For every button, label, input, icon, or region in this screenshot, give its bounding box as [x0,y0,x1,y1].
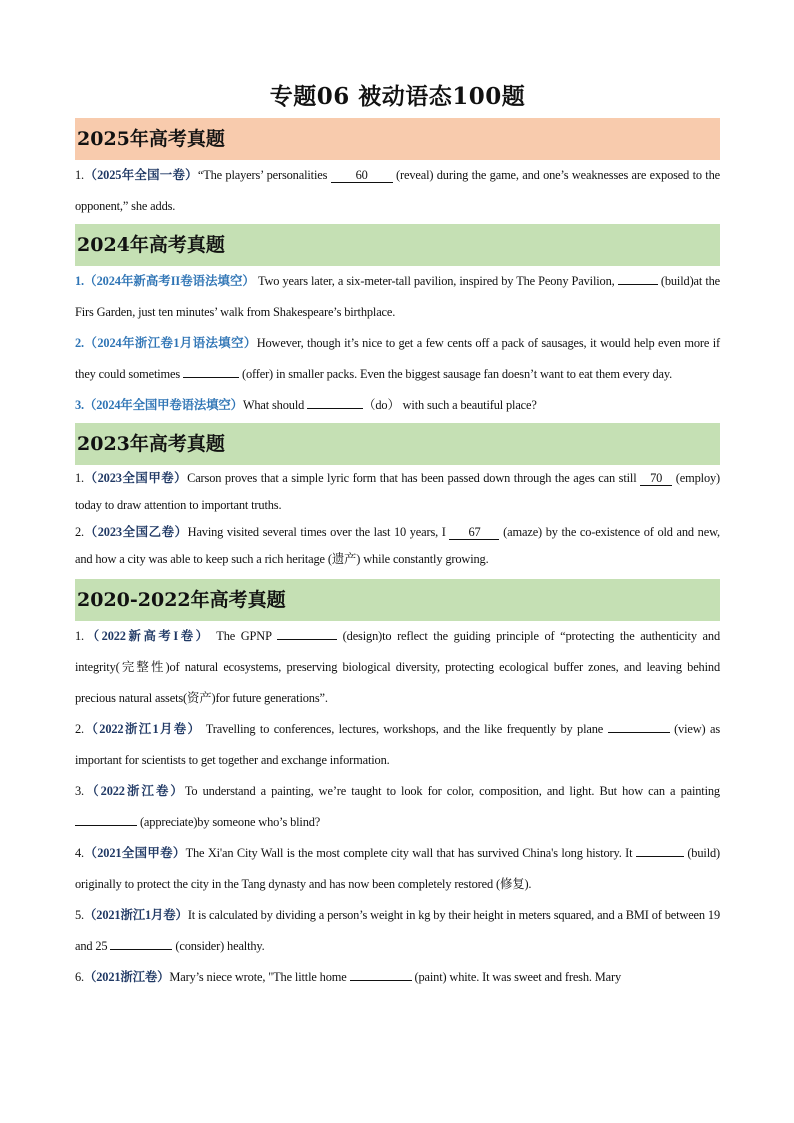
answer-blank[interactable] [608,732,670,733]
section-header-2023: 2023年高考真题 [75,423,720,465]
answer-blank[interactable] [307,408,363,409]
question-source: 2.（2024年浙江卷1月语法填空） [75,336,257,350]
question-source: 3.（2024年全国甲卷语法填空） [75,398,243,412]
question-source: （2021浙江1月卷） [84,908,188,922]
question-source: （2023全国甲卷） [84,471,188,485]
question-2022-1: 1.（2022新高考I卷） The GPNP (design)to reflect the guiding principle of “protecting the authenticity and integrity(完整性)of natural ecosystems, preserving biological diversity, protecting ecological buffer zones, and leaving behind precious natural assets(资产)for future generations”. [75,629,720,705]
answer-blank[interactable] [75,825,137,826]
question-2024-1: 1.（2024年新高考II卷语法填空） Two years later, a six-meter-tall pavilion, inspired by The Peony Pavilion, (build)at the Firs Garden, just ten minutes’ walk from Shakespeare’s birthplace. [75,274,721,319]
answer-blank[interactable] [110,949,172,950]
question-source: （2022新高考I卷） [84,629,211,643]
answer-blank[interactable] [636,856,684,857]
document-page [75,80,720,993]
question-source: （2022浙江1月卷） [84,722,202,736]
question-2024-3: 3.（2024年全国甲卷语法填空）What should （do） with such a beautiful place? [75,398,537,412]
answer-blank[interactable] [183,377,239,378]
answer-blank[interactable]: 70 [640,471,672,486]
question-2023-1: 1.（2023全国甲卷）Carson proves that a simple lyric form that has been passed down through the ages can still 70 (employ) today to draw attention to important truths. [75,471,721,512]
question-2021-4: 4.（2021全国甲卷）The Xi'an City Wall is the most complete city wall that has survived China's long history. It (build) originally to protect the city in the Tang dynasty and has now been completely restored (修复). [75,846,721,891]
section-header-2025: 2025年高考真题 [75,118,720,160]
question-2022-2: 2.（2022浙江1月卷） Travelling to conferences, lectures, workshops, and the like frequently by plane (view) as important for scientists to get together and exchange information. [75,722,720,767]
section-header-2020-2022: 2020-2022年高考真题 [75,579,720,621]
answer-blank[interactable] [618,284,658,285]
question-2022-3: 3.（2022浙江卷）To understand a painting, we’re taught to look for color, composition, and light. But how can a painting (appreciate)by someone who’s blind? [75,784,720,829]
answer-blank[interactable] [277,639,337,640]
question-2023-2: 2.（2023全国乙卷）Having visited several times over the last 10 years, I 67 (amaze) by the co-existence of old and new, and how a city was able to keep such a rich heritage (遗产) while constantly growing. [75,525,721,566]
answer-blank[interactable]: 67 [449,525,499,540]
question-source: （2025年全国一卷） [84,168,198,182]
question-2024-2: 2.（2024年浙江卷1月语法填空）However, though it’s nice to get a few cents off a pack of sausages, it would help even more if they could sometimes (offer) in smaller packs. Even the biggest sausage fan doesn’t want to eat them every day. [75,336,720,381]
answer-blank[interactable] [350,980,412,981]
question-source: 1.（2024年新高考II卷语法填空） [75,274,255,288]
question-2021-5: 5.（2021浙江1月卷）It is calculated by dividing a person’s weight in kg by their height in meters squared, and a BMI of between 19 and 25 (consider) healthy. [75,908,720,953]
question-source: （2021全国甲卷） [84,846,186,860]
answer-blank[interactable]: 60 [331,168,393,183]
question-source: （2021浙江卷） [84,970,170,984]
page-title: 专题06 被动语态100题 [269,83,526,110]
question-2025-1: 1.（2025年全国一卷）“The players’ personalities 60 (reveal) during the game, and one’s weaknesses are exposed to the opponent,” she adds. [75,168,720,213]
question-source: （2023全国乙卷） [84,525,188,539]
question-2021-6: 6.（2021浙江卷）Mary’s niece wrote, "The little home (paint) white. It was sweet and fresh. Mary [75,970,622,984]
question-source: （2022浙江卷） [84,784,185,798]
section-header-2024: 2024年高考真题 [75,224,720,266]
